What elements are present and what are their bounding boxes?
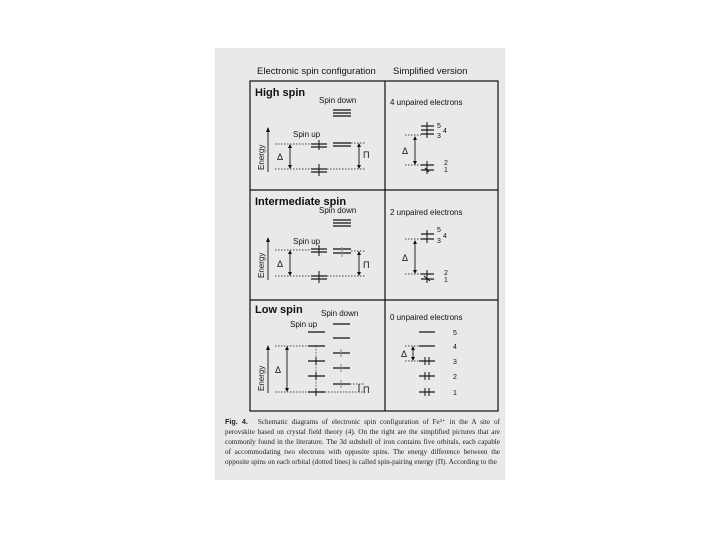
- pi-symbol: Π: [363, 260, 370, 270]
- pi-symbol: Π: [363, 385, 370, 395]
- spin-down-label: Spin down: [321, 309, 359, 318]
- energy-axis-label: Energy: [257, 365, 266, 391]
- energy-axis-label: Energy: [257, 252, 266, 278]
- level-label: 2: [444, 160, 448, 167]
- panel-low-spin: [255, 304, 463, 397]
- spin-up-label: Spin up: [293, 237, 321, 246]
- left-column-heading: Electronic spin configuration: [257, 66, 376, 77]
- panel-high-spin: [255, 87, 463, 176]
- level-label: 4: [443, 128, 447, 135]
- level-label: 3: [437, 133, 441, 140]
- panel-title: Low spin: [255, 304, 303, 316]
- level-label: 1: [444, 277, 448, 284]
- spin-up-label: Spin up: [293, 130, 321, 139]
- panel-title: Intermediate spin: [255, 196, 347, 208]
- delta-symbol: Δ: [277, 259, 284, 269]
- panel-title: High spin: [255, 87, 306, 99]
- delta-symbol: Δ: [402, 253, 409, 263]
- unpaired-count: 0 unpaired electrons: [390, 313, 463, 322]
- level-label: 1: [444, 167, 448, 174]
- level-label: 2: [453, 374, 457, 381]
- pi-symbol: Π: [363, 150, 370, 160]
- figure-page: [215, 48, 505, 480]
- figure-caption: [225, 417, 500, 467]
- level-label: 3: [437, 238, 441, 245]
- level-label: 3: [453, 359, 457, 366]
- caption-text: Schematic diagrams of electronic spin configuration of Fe²⁺ in the A site of perovskite based on crystal field theory (4). On the right are the simplified pictures that are commonly found in the literature. The 3d subshell of iron contains five orbitals, each capable of accommodating two electrons with opposite spins. The energy difference between the opposite spins on each orbital (dotted lines) is called spin-pairing energy (Π). According to the: [225, 418, 500, 466]
- spin-down-label: Spin down: [319, 96, 357, 105]
- level-label: 4: [443, 233, 447, 240]
- level-label: 2: [444, 270, 448, 277]
- level-label: 5: [437, 227, 441, 234]
- energy-axis-label: Energy: [257, 144, 266, 170]
- delta-symbol: Δ: [402, 146, 409, 156]
- level-label: 5: [453, 330, 457, 337]
- right-column-heading: Simplified version: [393, 66, 468, 77]
- unpaired-count: 2 unpaired electrons: [390, 208, 463, 217]
- spin-up-label: Spin up: [290, 320, 318, 329]
- delta-symbol: Δ: [275, 365, 282, 375]
- level-label: 1: [453, 390, 457, 397]
- delta-symbol: Δ: [277, 152, 284, 162]
- spin-diagram-figure: [215, 48, 505, 480]
- unpaired-count: 4 unpaired electrons: [390, 98, 463, 107]
- delta-symbol: Δ: [401, 349, 408, 359]
- panel-intermediate-spin: [255, 196, 463, 284]
- level-label: 4: [453, 344, 457, 351]
- caption-label: Fig. 4.: [225, 417, 248, 426]
- spin-down-label: Spin down: [319, 206, 357, 215]
- level-label: 5: [437, 123, 441, 130]
